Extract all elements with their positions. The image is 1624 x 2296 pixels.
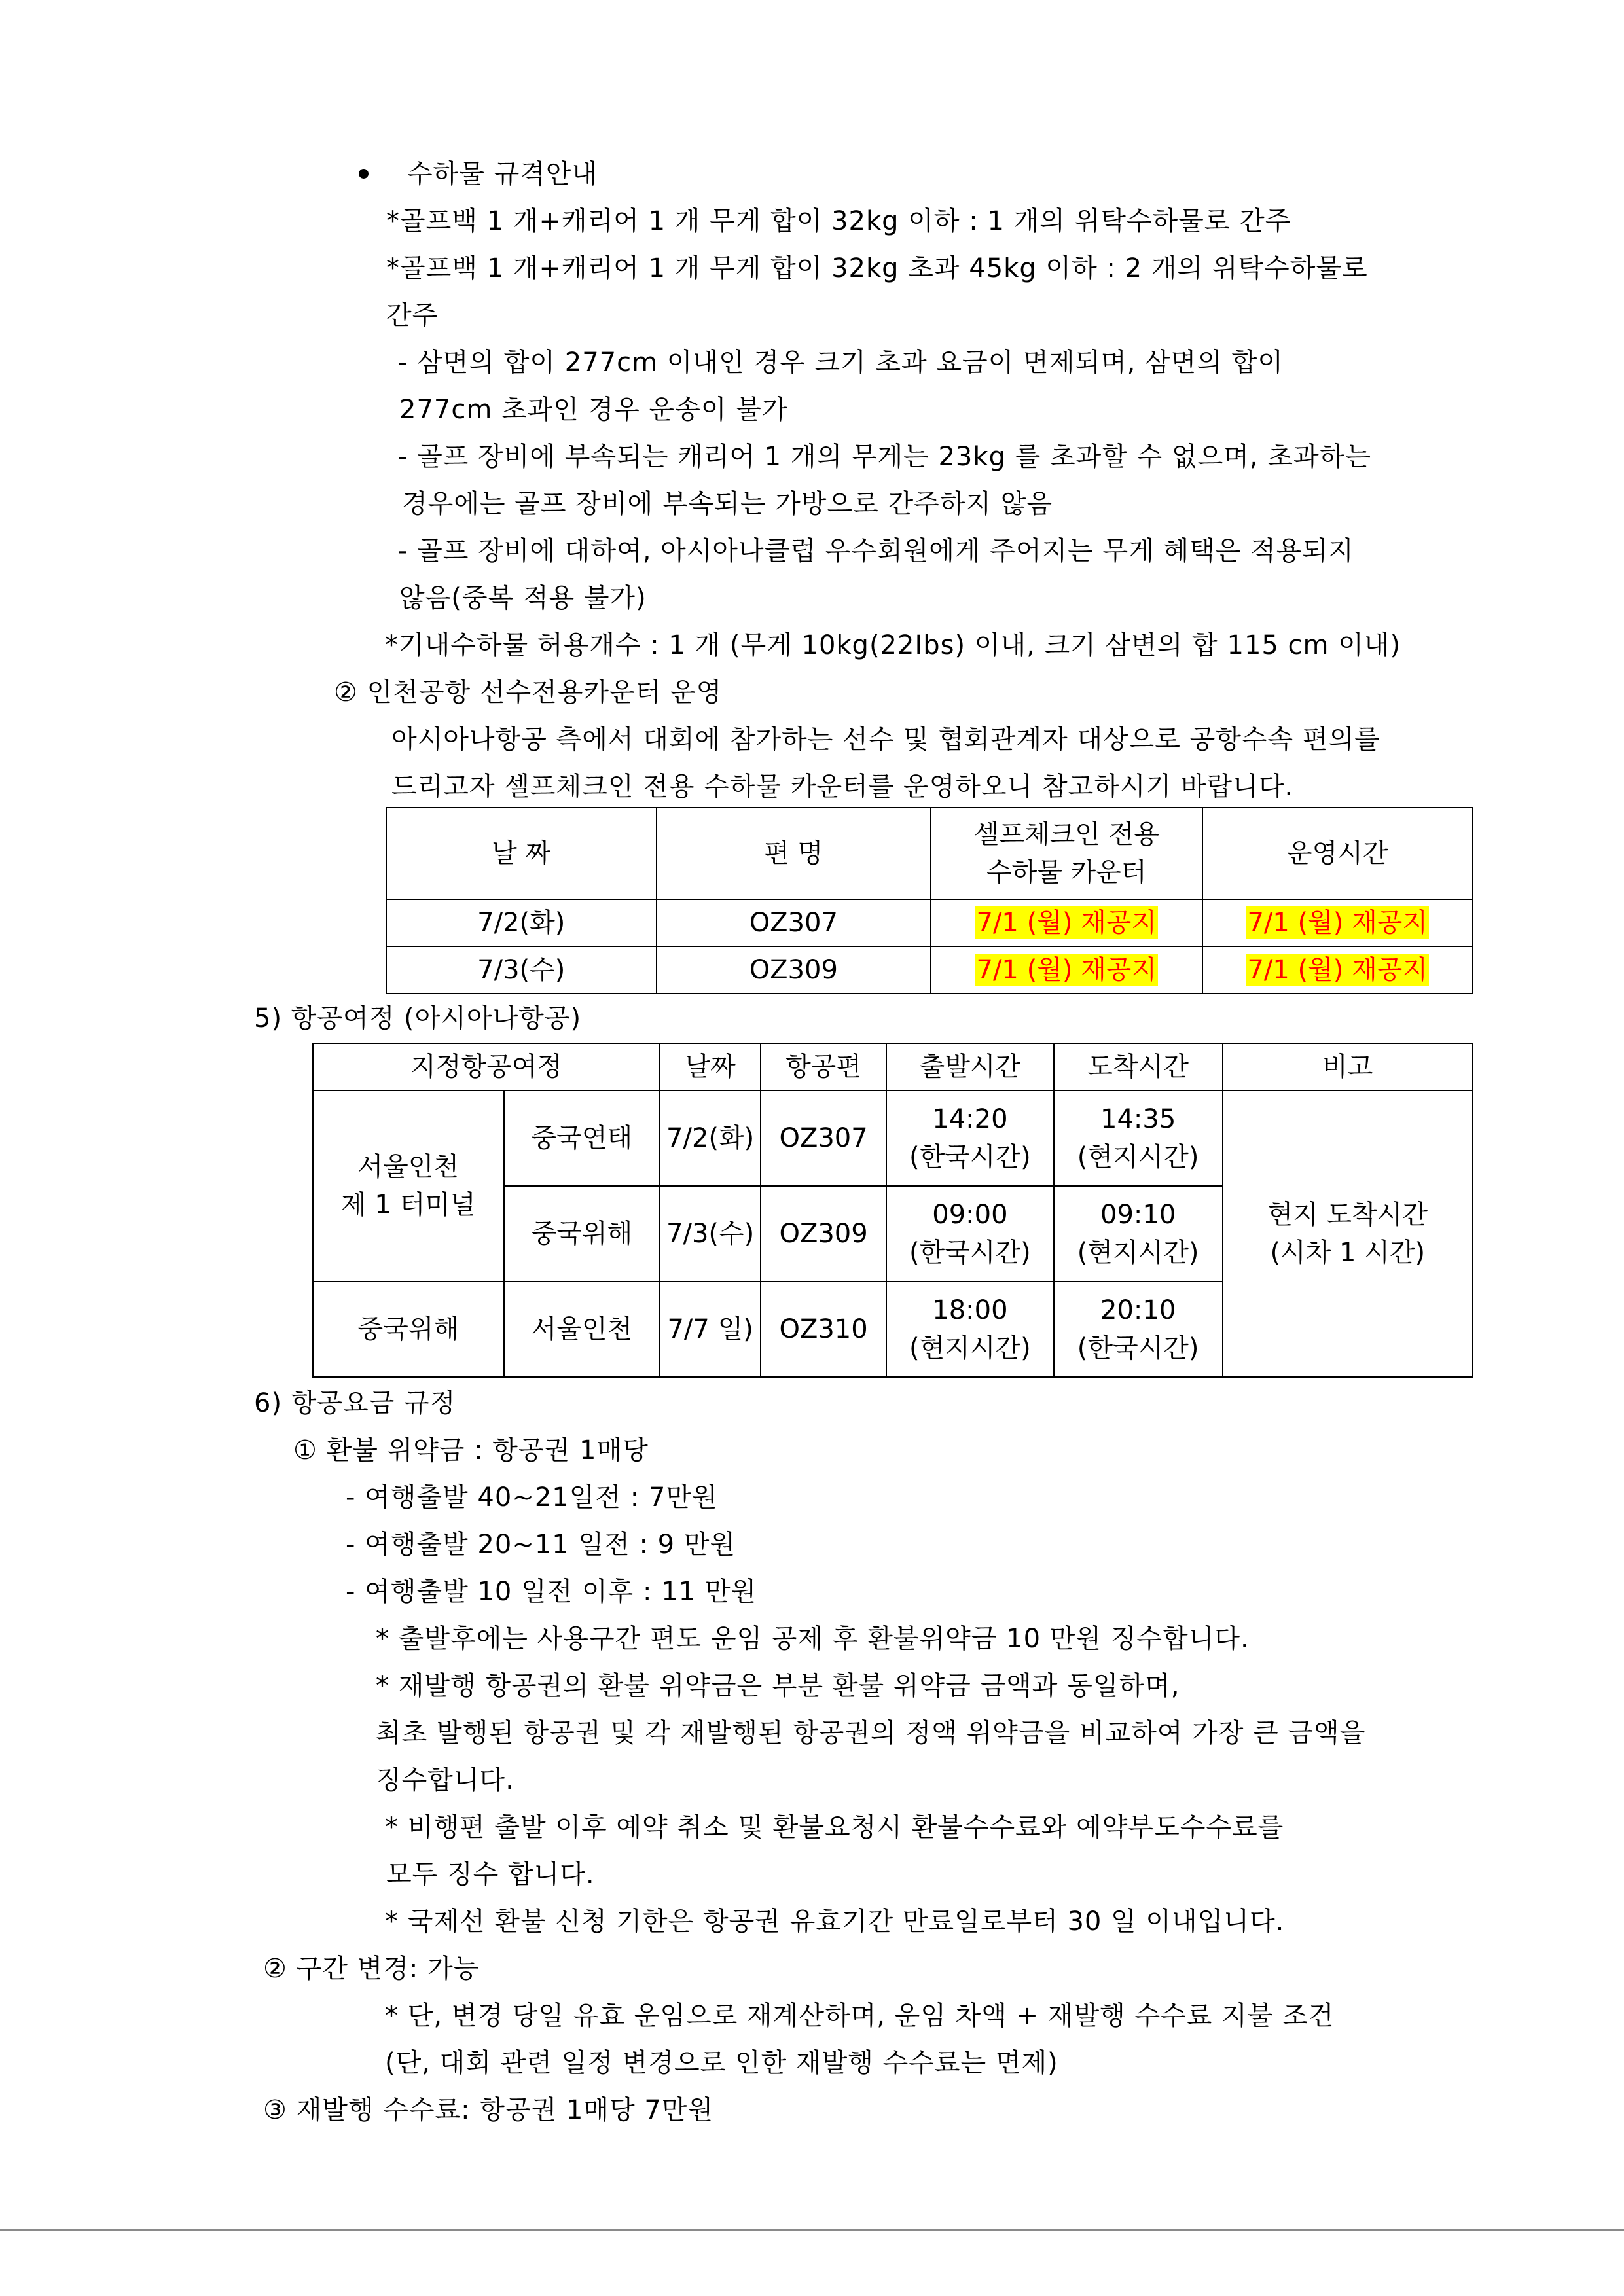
refund-rule: - 여행출발 40~21일전 : 7만원 xyxy=(346,1482,718,1513)
header-route: 지정항공여정 xyxy=(313,1043,660,1090)
baggage-rule-line: - 골프 장비에 부속되는 캐리어 1 개의 무게는 23kg 를 초과할 수 없으며, 초과하는 xyxy=(398,442,1371,472)
table-row: 7/3(수) OZ309 7/1 (월) 재공지 7/1 (월) 재공지 xyxy=(386,946,1473,994)
table-row: 7/2(화) OZ307 7/1 (월) 재공지 7/1 (월) 재공지 xyxy=(386,899,1473,946)
announce-later-note: 7/1 (월) 재공지 xyxy=(1247,908,1428,938)
origin-incheon: 서울인천 제 1 터미널 xyxy=(313,1090,504,1282)
header-flight: 편 명 xyxy=(657,808,931,899)
refund-rule: - 여행출발 20~11 일전 : 9 만원 xyxy=(346,1530,736,1560)
refund-note: * 국제선 환불 신청 기한은 항공권 유효기간 만료일로부터 30 일 이내입니다. xyxy=(385,1907,1285,1937)
route-change-note: (단, 대회 관련 일정 변경으로 인한 재발행 수수료는 면제) xyxy=(385,2048,1058,2078)
footer-divider xyxy=(0,2229,1624,2231)
header-note: 비고 xyxy=(1223,1043,1473,1090)
counter-paragraph: 아시아나항공 측에서 대회에 참가하는 선수 및 협회관계자 대상으로 공항수속 편의를 xyxy=(391,725,1380,755)
header-flight: 항공편 xyxy=(761,1043,886,1090)
header-date: 날짜 xyxy=(660,1043,761,1090)
refund-note: 최초 발행된 항공권 및 각 재발행된 항공권의 정액 위약금을 비교하여 가장 큰 금액을 xyxy=(376,1718,1366,1748)
fare-section-title: 6) 항공요금 규정 xyxy=(254,1388,456,1418)
refund-note: * 재발행 항공권의 환불 위약금은 부분 환불 위약금 금액과 동일하며, xyxy=(376,1671,1180,1701)
route-change-title: ② 구간 변경: 가능 xyxy=(263,1954,480,1984)
itinerary-table xyxy=(312,1043,1473,1378)
header-date: 날 짜 xyxy=(386,808,657,899)
announce-later-note: 7/1 (월) 재공지 xyxy=(976,955,1157,985)
counter-table xyxy=(386,807,1473,994)
carry-on-rule: *기내수하물 허용개수 : 1 개 (무게 10kg(22Ibs) 이내, 크기 삼변의 합 115 cm 이내) xyxy=(385,630,1401,660)
header-departure: 출발시간 xyxy=(886,1043,1054,1090)
baggage-spec-title: 수하물 규격안내 xyxy=(407,159,598,189)
table-row: 서울인천 제 1 터미널 중국연태 7/2(화) OZ307 14:20 (한국시간) 14:35 (현지시간) 현지 도착시간 (시차 1 시간) xyxy=(313,1090,1473,1186)
header-counter: 셀프체크인 전용 수하물 카운터 xyxy=(931,808,1202,899)
table-row: 중국위해 서울인천 7/7 일) OZ310 18:00 (현지시간) 20:10 (한국시간) xyxy=(313,1282,1473,1377)
baggage-rule-line: *골프백 1 개+캐리어 1 개 무게 합이 32kg 이하 : 1 개의 위탁수하물로 간주 xyxy=(386,206,1291,236)
refund-note: 모두 징수 합니다. xyxy=(386,1859,595,1890)
header-hours: 운영시간 xyxy=(1202,808,1473,899)
refund-penalty-title: ① 환불 위약금 : 항공권 1매당 xyxy=(293,1435,649,1465)
refund-note: * 출발후에는 사용구간 편도 운임 공제 후 환불위약금 10 만원 징수합니다. xyxy=(376,1624,1250,1654)
baggage-rule-line: *골프백 1 개+캐리어 1 개 무게 합이 32kg 초과 45kg 이하 : 2 개의 위탁수하물로 xyxy=(386,253,1368,283)
reissue-fee-title: ③ 재발행 수수료: 항공권 1매당 7만원 xyxy=(263,2095,714,2125)
itinerary-section-title: 5) 항공여정 (아시아나항공) xyxy=(254,1003,582,1033)
refund-rule: - 여행출발 10 일전 이후 : 11 만원 xyxy=(346,1577,757,1607)
header-arrival: 도착시간 xyxy=(1054,1043,1223,1090)
baggage-rule-line: 않음(중복 적용 불가) xyxy=(399,583,647,613)
baggage-rule-line: 경우에는 골프 장비에 부속되는 가방으로 간주하지 않음 xyxy=(402,489,1053,519)
baggage-rule-line: - 삼면의 합이 277cm 이내인 경우 크기 초과 요금이 면제되며, 삼면의 합이 xyxy=(398,348,1284,378)
announce-later-note: 7/1 (월) 재공지 xyxy=(1247,955,1428,985)
route-change-note: * 단, 변경 당일 유효 운임으로 재계산하며, 운임 차액 + 재발행 수수료 지불 조건 xyxy=(385,2001,1335,2031)
baggage-rule-line: 277cm 초과인 경우 운송이 불가 xyxy=(399,395,788,425)
baggage-rule-line: - 골프 장비에 대하여, 아시아나클럽 우수회원에게 주어지는 무게 혜택은 적용되지 xyxy=(398,536,1354,566)
table-row: 중국위해 7/3(수) OZ309 09:00 (한국시간) 09:10 (현지시간) xyxy=(313,1186,1473,1282)
refund-note: 징수합니다. xyxy=(376,1765,514,1795)
note-cell: 현지 도착시간 (시차 1 시간) xyxy=(1223,1090,1473,1377)
bullet-icon xyxy=(359,169,369,179)
refund-note: * 비행편 출발 이후 예약 취소 및 환불요청시 환불수수료와 예약부도수수료를 xyxy=(385,1812,1284,1842)
counter-section-title: ② 인천공항 선수전용카운터 운영 xyxy=(334,677,723,708)
announce-later-note: 7/1 (월) 재공지 xyxy=(976,908,1157,938)
counter-paragraph: 드리고자 셀프체크인 전용 수하물 카운터를 운영하오니 참고하시기 바랍니다. xyxy=(391,772,1294,802)
baggage-rule-line: 간주 xyxy=(386,300,439,331)
